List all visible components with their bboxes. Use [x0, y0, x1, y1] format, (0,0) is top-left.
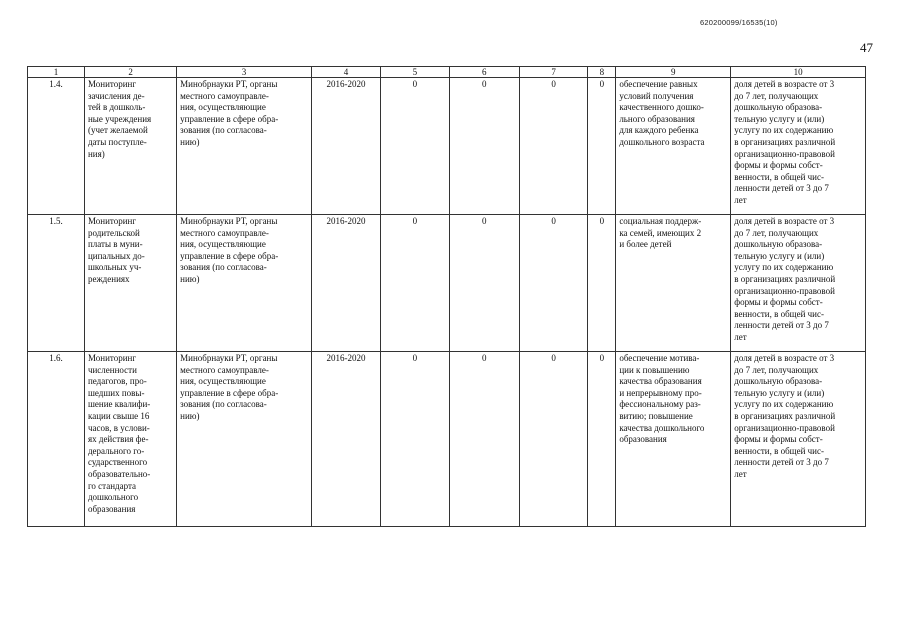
goal: обеспечение мотива- ции к повышению качества образования и непрерывному про- фессиональному раз- витию; повышение качества дошкольного образования	[616, 352, 731, 527]
table-row	[28, 215, 866, 352]
program-table	[27, 66, 866, 527]
indicator: доля детей в возрасте от 3 до 7 лет, получающих дошкольную образова- тельную услугу и (или) услугу по их содержанию в организациях различной организационно-правовой формы и формы собст- венности, в общей чис- ленности детей от 3 до 7 лет	[731, 215, 866, 352]
period: 2016-2020	[311, 215, 380, 352]
indicator: доля детей в возрасте от 3 до 7 лет, получающих дошкольную образова- тельную услугу и (или) услугу по их содержанию в организациях различной организационно-правовой формы и формы собст- венности, в общей чис- ленности детей от 3 до 7 лет	[731, 78, 866, 215]
value-cell: 0	[520, 78, 588, 215]
column-header: 3	[177, 67, 312, 78]
row-number: 1.6.	[28, 352, 85, 527]
row-number: 1.4.	[28, 78, 85, 215]
document-id: 620200099/16535(10)	[700, 18, 778, 27]
value-cell: 0	[588, 78, 616, 215]
period: 2016-2020	[311, 352, 380, 527]
executor: Минобрнауки РТ, органы местного самоуправле- ния, осуществляющие управление в сфере обра- зования (по согласова- нию)	[177, 352, 312, 527]
value-cell: 0	[449, 78, 519, 215]
table-row	[28, 352, 866, 527]
goal: обеспечение равных условий получения качественного дошко- льного образования для каждого ребенка дошкольного возраста	[616, 78, 731, 215]
column-header: 2	[84, 67, 176, 78]
row-number: 1.5.	[28, 215, 85, 352]
executor: Минобрнауки РТ, органы местного самоуправле- ния, осуществляющие управление в сфере обра- зования (по согласова- нию)	[177, 215, 312, 352]
value-cell: 0	[449, 352, 519, 527]
column-header: 5	[381, 67, 449, 78]
value-cell: 0	[381, 78, 449, 215]
column-header: 4	[311, 67, 380, 78]
event-name: Мониторинг родительской платы в муни- ципальных до- школьных уч- реждениях	[84, 215, 176, 352]
value-cell: 0	[588, 215, 616, 352]
column-header: 10	[731, 67, 866, 78]
value-cell: 0	[588, 352, 616, 527]
column-header: 7	[520, 67, 588, 78]
value-cell: 0	[449, 215, 519, 352]
period: 2016-2020	[311, 78, 380, 215]
column-header: 6	[449, 67, 519, 78]
event-name: Мониторинг численности педагогов, про- шедших повы- шение квалифи- кации свыше 16 часов, в услови- ях действия фе- дерального го- сударственного образовательно- го стандарта дошкольного образования	[84, 352, 176, 527]
indicator: доля детей в возрасте от 3 до 7 лет, получающих дошкольную образова- тельную услугу и (или) услугу по их содержанию в организациях различной организационно-правовой формы и формы собст- венности, в общей чис- ленности детей от 3 до 7 лет	[731, 352, 866, 527]
event-name: Мониторинг зачисления де- тей в дошколь- ные учреждения (учет желаемой даты поступле- ния)	[84, 78, 176, 215]
executor: Минобрнауки РТ, органы местного самоуправле- ния, осуществляющие управление в сфере обра- зования (по согласова- нию)	[177, 78, 312, 215]
value-cell: 0	[381, 215, 449, 352]
column-header: 8	[588, 67, 616, 78]
table-header-row	[28, 67, 866, 78]
value-cell: 0	[520, 215, 588, 352]
page-number: 47	[860, 40, 873, 55]
column-header: 1	[28, 67, 85, 78]
column-header: 9	[616, 67, 731, 78]
table-row	[28, 78, 866, 215]
value-cell: 0	[381, 352, 449, 527]
goal: социальная поддерж- ка семей, имеющих 2 и более детей	[616, 215, 731, 352]
value-cell: 0	[520, 352, 588, 527]
